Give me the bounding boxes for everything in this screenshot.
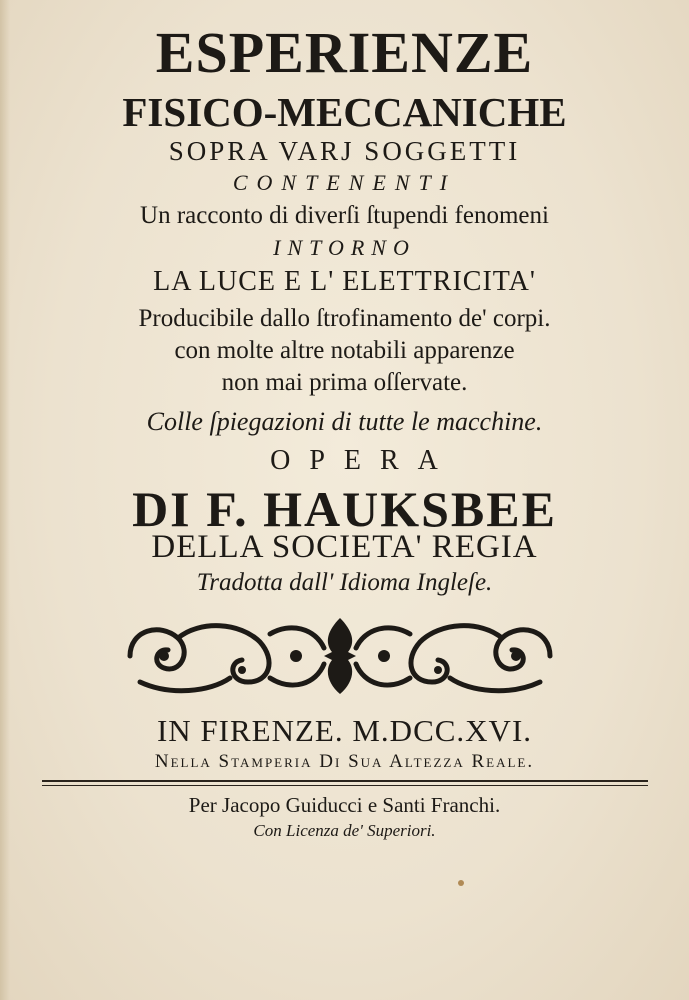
imprint-rule-thin	[42, 785, 648, 786]
subtitle-luce-elettricita: LA LUCE E L' ELETTRICITA'	[153, 266, 536, 297]
subtitle-osservate: non mai prima oſſervate.	[221, 369, 468, 396]
author-name: DI F. HAUKSBEE	[132, 481, 557, 537]
subtitle-racconto: Un racconto di diverſi ſtupendi fenomeni	[140, 202, 549, 229]
subtitle-intorno: INTORNO	[273, 235, 416, 260]
imprint-place-date: IN FIRENZE. M.DCC.XVI.	[156, 713, 533, 748]
paper-stain	[458, 880, 464, 886]
imprint-rule-thick	[42, 780, 648, 782]
subtitle-apparenze: con molte altre notabili apparenze	[174, 337, 515, 364]
imprint-license: Con Licenza de' Superiori.	[253, 821, 436, 840]
subtitle-contenenti: CONTENENTI	[232, 170, 457, 195]
imprint-press: Nella Stamperia Di Sua Altezza Reale.	[154, 751, 535, 772]
translation-note: Tradotta dall' Idioma Ingleſe.	[196, 569, 493, 596]
title-line-esperienze: ESPERIENZE	[155, 20, 534, 85]
subtitle-sopra-varj-soggetti: SOPRA VARJ SOGGETTI	[168, 136, 521, 166]
label-opera: OPERA	[270, 445, 457, 476]
subtitle-producibile: Producibile dallo ſtrofinamento de' corpi.	[138, 305, 551, 332]
imprint-printers: Per Jacopo Guiducci e Santi Franchi.	[188, 793, 501, 817]
title-line-fisico-meccaniche: FISICO-MECCANICHE	[122, 89, 567, 135]
scroll-ornament-icon	[120, 612, 560, 700]
subtitle-spiegazioni: Colle ſpiegazioni di tutte le macchine.	[146, 407, 543, 436]
author-society: DELLA SOCIETA' REGIA	[151, 529, 538, 565]
